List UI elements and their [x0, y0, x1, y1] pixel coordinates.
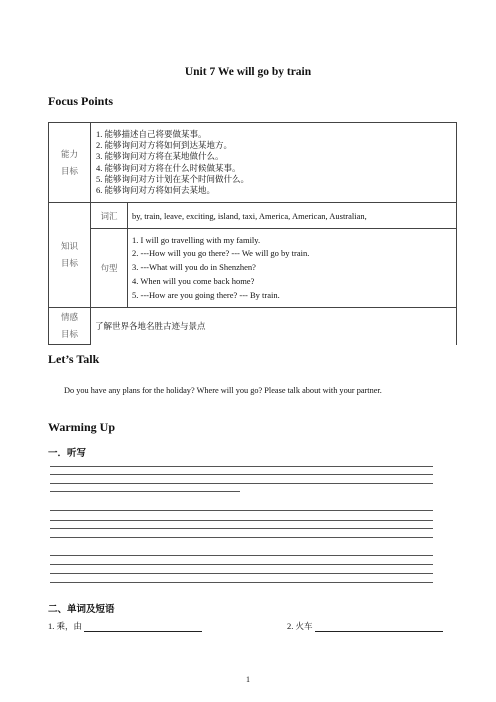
knowledge-sentence-row	[49, 229, 457, 308]
ability-item: 5. 能够询问对方计划在某个时间做什么。	[96, 173, 250, 184]
dictation-line[interactable]	[50, 483, 433, 484]
ability-label-line-2: 目标	[60, 165, 78, 176]
lets-talk-text: Do you have any plans for the holiday? Where will you go? Please talk about with your partner.	[64, 386, 382, 395]
sentence-label: 句型	[91, 229, 128, 308]
listen-heading: 一．听写	[48, 449, 87, 459]
lets-talk-heading: Let’s Talk	[48, 352, 100, 366]
vocab-item-1-label: 1. 乘，由	[48, 621, 83, 631]
ability-item: 1. 能够描述自己将要做某事。	[96, 128, 207, 139]
vocab-label: 词汇	[91, 203, 128, 229]
knowledge-vocab-row	[49, 203, 457, 229]
vocab-item-2-label: 2. 火车	[287, 621, 313, 631]
page-number: 1	[246, 675, 250, 684]
ability-label	[49, 123, 91, 203]
ability-item: 4. 能够询问对方将在什么时候做某事。	[96, 162, 241, 173]
dictation-line[interactable]	[50, 573, 433, 574]
sentence-item: 3. ---What will you do in Shenzhen?	[132, 262, 256, 273]
dictation-line[interactable]	[50, 474, 433, 475]
dictation-line[interactable]	[50, 510, 433, 511]
warming-up-heading: Warming Up	[48, 420, 116, 434]
knowledge-label	[49, 203, 91, 308]
vocab-item-1	[48, 620, 202, 632]
vocab-text: by, train, leave, exciting, island, taxi, America, American, Australian,	[128, 203, 457, 229]
knowledge-label-line-1: 知识	[60, 241, 78, 251]
vocab-item-1-blank[interactable]	[84, 622, 202, 632]
knowledge-label-line-2: 目标	[60, 258, 78, 268]
sentence-item: 5. ---How are you going there? --- By train.	[132, 289, 280, 300]
emotion-label-line-2: 目标	[60, 329, 78, 339]
page-title: Unit 7 We will go by train	[184, 66, 312, 78]
ability-label-line-1: 能力	[60, 148, 78, 159]
sentence-list	[128, 229, 457, 308]
emotion-text: 了解世界各地名胜古迹与景点	[91, 308, 457, 345]
dictation-line[interactable]	[50, 528, 433, 529]
focus-points-table	[48, 122, 457, 345]
sentence-item: 2. ---How will you go there? --- We will go by train.	[132, 248, 310, 259]
vocab-heading: 二、单词及短语	[48, 605, 115, 615]
ability-item: 2. 能够询问对方将如何到达某地方。	[96, 140, 233, 151]
ability-item: 6. 能够询问对方将如何去某地。	[96, 184, 216, 195]
sentence-item: 4. When will you come back home?	[132, 275, 255, 286]
vocab-item-2	[287, 620, 443, 632]
dictation-line[interactable]	[50, 537, 433, 538]
emotion-row	[49, 308, 457, 345]
ability-item: 3. 能够询问对方将在某地做什么。	[96, 151, 224, 162]
vocab-item-2-blank[interactable]	[315, 622, 443, 632]
emotion-label-line-1: 情感	[60, 312, 78, 322]
dictation-line[interactable]	[50, 466, 433, 467]
emotion-label	[49, 308, 91, 345]
dictation-line[interactable]	[50, 564, 433, 565]
ability-row	[49, 123, 457, 203]
dictation-line[interactable]	[50, 491, 240, 492]
sentence-item: 1. I will go travelling with my family.	[132, 234, 261, 245]
ability-items	[91, 123, 457, 203]
dictation-line[interactable]	[50, 555, 433, 556]
focus-points-heading: Focus Points	[48, 94, 114, 108]
dictation-line[interactable]	[50, 582, 433, 583]
dictation-line[interactable]	[50, 520, 433, 521]
